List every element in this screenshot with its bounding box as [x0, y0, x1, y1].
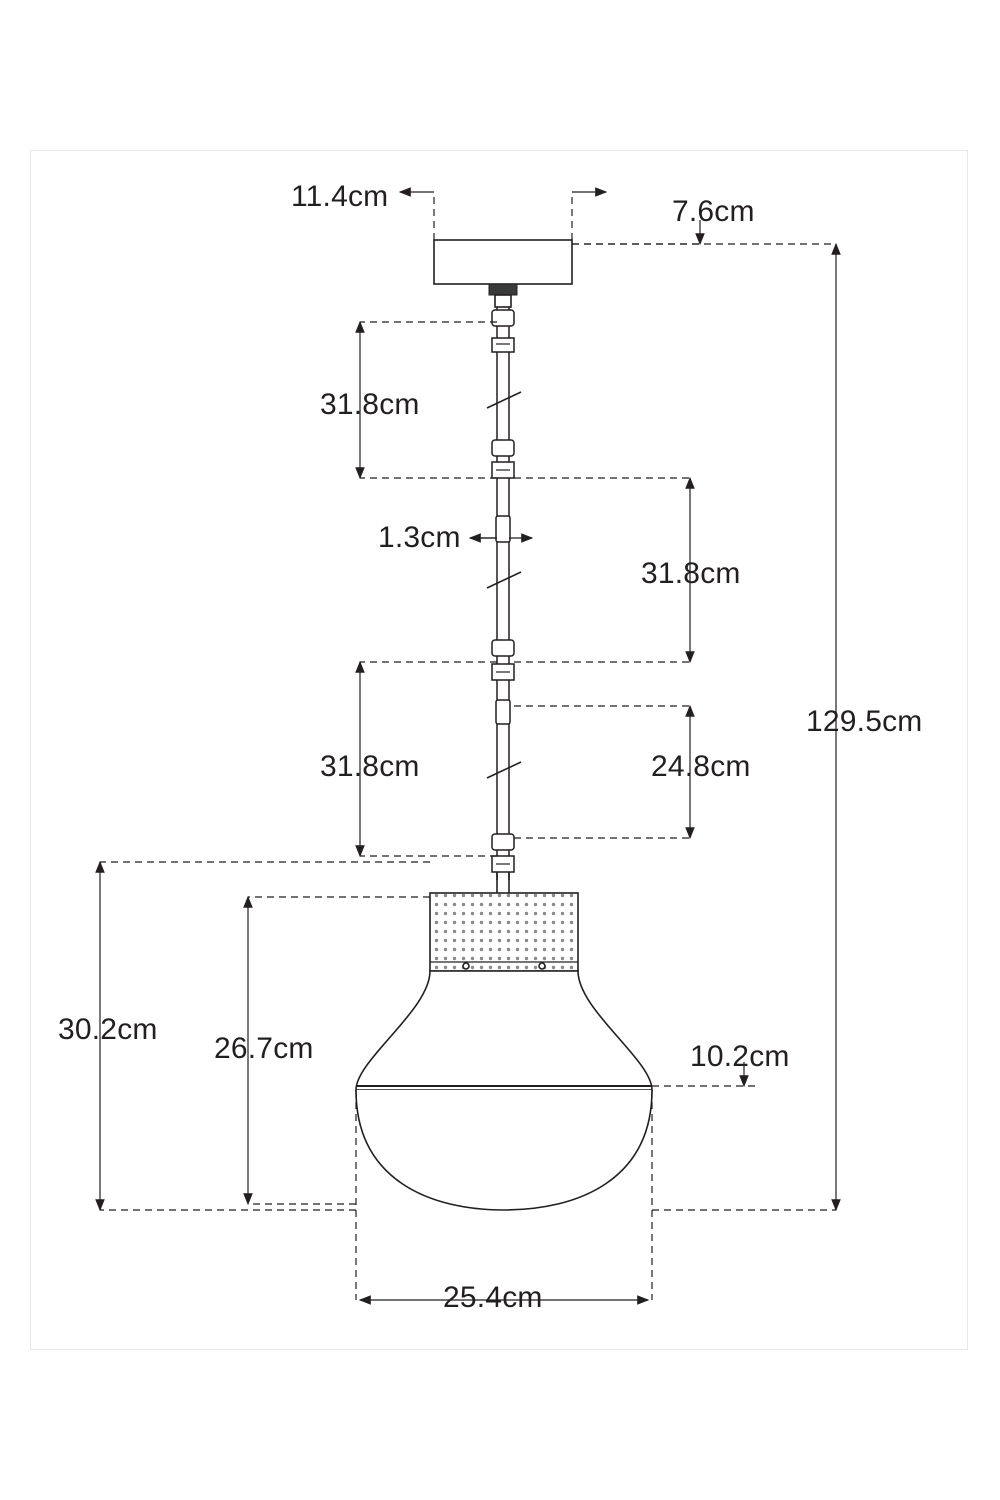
fixture-geometry [356, 240, 652, 1210]
dimension-label-canopy-height: 7.6cm [672, 195, 755, 228]
dimension-label-chain-seg-3: 31.8cm [320, 750, 420, 783]
dimension-label-diffuser-height: 10.2cm [690, 1040, 790, 1073]
dimension-label-chain-link: 1.3cm [378, 521, 461, 554]
dimension-label-chain-seg-2: 31.8cm [641, 557, 741, 590]
dimension-label-chain-seg-1: 31.8cm [320, 388, 420, 421]
dimension-label-overall-height: 129.5cm [806, 705, 923, 738]
dimension-label-chain-seg-4: 24.8cm [651, 750, 751, 783]
dimension-label-shade-body: 26.7cm [214, 1032, 314, 1065]
dimension-label-shade-total: 30.2cm [58, 1013, 158, 1046]
dimension-label-canopy-width: 11.4cm [291, 180, 389, 213]
dimension-label-shade-diameter: 25.4cm [443, 1281, 543, 1314]
